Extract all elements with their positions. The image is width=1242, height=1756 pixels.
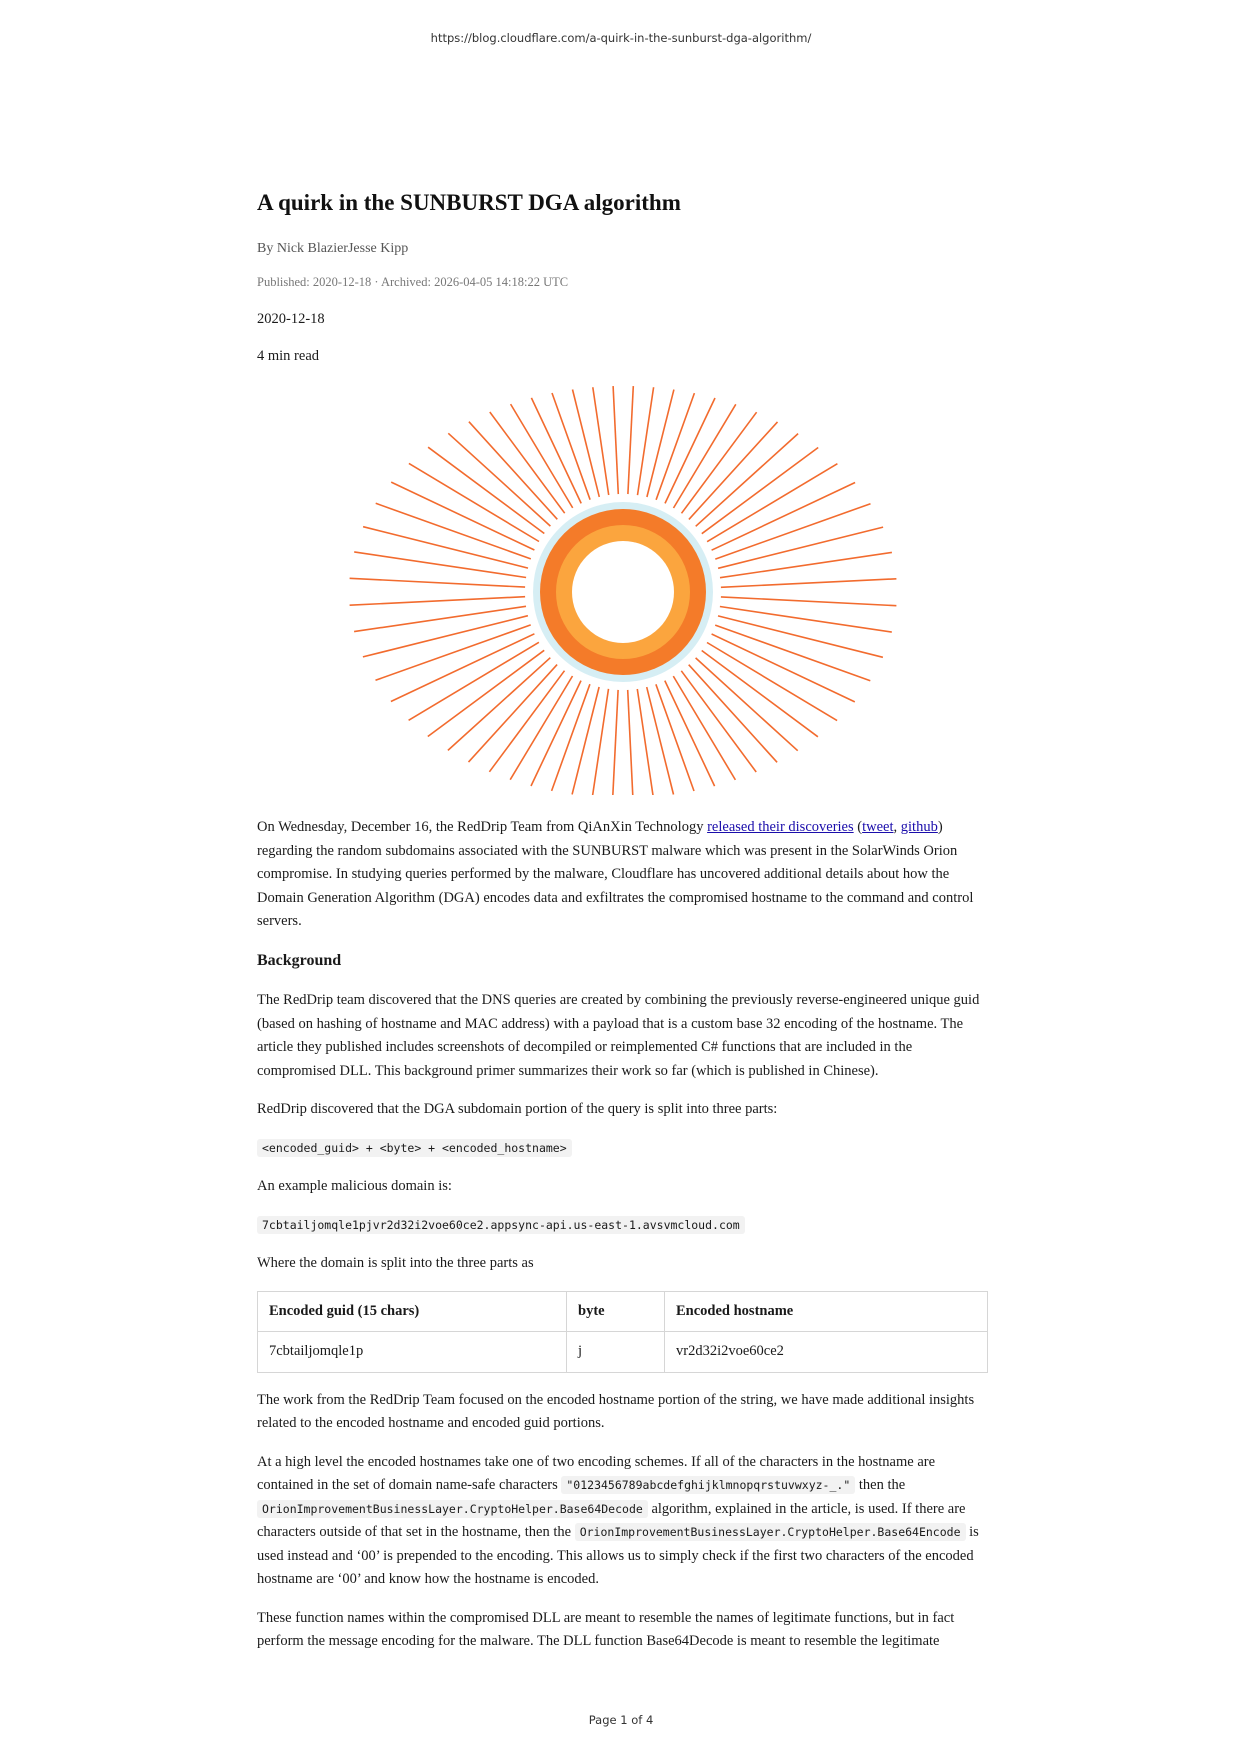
split-intro-paragraph: Where the domain is split into the three parts as <box>257 1255 534 1271</box>
sunburst-ray <box>469 665 558 763</box>
table-cell: vr2d32i2voe60ce2 <box>665 1332 988 1373</box>
sunburst-ray <box>613 690 618 795</box>
sunburst-ray <box>628 386 633 494</box>
sunburst-ray <box>696 658 798 751</box>
sunburst-ray <box>354 606 526 631</box>
sunburst-ray <box>409 642 539 720</box>
background-paragraph: The RedDrip team discovered that the DNS queries are created by combining the previously reverse-engineered unique guid (based on hashing of hostname and MAC address) with a payload that is a custom base 32 encoding of the hostname. The article they published includes screenshots of decompiled or reimplemented C# functions that are included in the compromised DLL. This background primer summarizes their work so far (which is published in Chinese). <box>257 992 980 1079</box>
sunburst-ray <box>696 434 798 527</box>
table-cell: j <box>567 1332 665 1373</box>
sunburst-ray <box>721 579 897 588</box>
table-header-cell: Encoded hostname <box>665 1291 988 1332</box>
github-link[interactable]: github <box>900 819 938 835</box>
sunburst-ray <box>720 607 892 633</box>
sunburst-ray <box>628 690 633 795</box>
sunburst-ray <box>490 412 565 513</box>
base64decode-code: OrionImprovementBusinessLayer.CryptoHelper.Base64Decode <box>257 1500 648 1518</box>
background-heading: Background <box>257 951 342 969</box>
read-time: 4 min read <box>257 348 320 364</box>
article-date: 2020-12-18 <box>257 311 325 327</box>
sunburst-ray <box>354 552 526 578</box>
tweet-link[interactable]: tweet <box>862 819 894 835</box>
sunburst-ray <box>469 422 557 520</box>
table-header-row <box>258 1291 988 1332</box>
table-header-cell: byte <box>567 1291 665 1332</box>
sunburst-ray <box>363 616 528 657</box>
domain-parts-table <box>257 1291 988 1373</box>
sunburst-ray <box>489 671 564 772</box>
example-domain-code: 7cbtailjomqle1pjvr2d32i2voe60ce2.appsync-api.us-east-1.avsvmcloud.com <box>257 1214 988 1238</box>
sunburst-ray <box>682 412 757 513</box>
sunburst-ray <box>428 447 544 533</box>
sunburst-ray <box>409 463 539 541</box>
sunburst-ray <box>613 386 618 494</box>
base64encode-code: OrionImprovementBusinessLayer.CryptoHelper.Base64Encode <box>575 1523 966 1541</box>
encoding-schemes-paragraph: At a high level the encoded hostnames take one of two encoding schemes. If all of the characters in the hostname are contained in the set of domain name-safe characters "0123456789abcdefghijklmnopqrstuvwxyz-_." then the OrionImprovementBusinessLayer.CryptoHelper.Base64Decode algorithm, explained in the article, is used. If there are characters outside of that set in the hostname, then the OrionImprovementBusinessLayer.CryptoHelper.Base64Encode is used instead and ‘00’ is prepended to the encoding. This allows us to simply check if the first two characters of the encoded hostname are ‘00’ and know how the hostname is encoded. <box>257 1453 979 1587</box>
example-intro-paragraph: An example malicious domain is: <box>257 1178 452 1194</box>
publish-meta: Published: 2020-12-18 · Archived: 2026-04-05 14:18:22 UTC <box>257 275 569 289</box>
sunburst-ray <box>718 616 883 657</box>
sunburst-ray <box>448 433 550 526</box>
page-number: Page 1 of 4 <box>588 1713 654 1727</box>
sunburst-ray <box>718 527 883 568</box>
charset-code: "0123456789abcdefghijklmnopqrstuvwxyz-_." <box>561 1476 855 1494</box>
table-row <box>258 1332 988 1373</box>
sunburst-ray <box>350 578 525 587</box>
sunburst-ray <box>707 643 837 721</box>
sunburst-ray <box>448 658 550 751</box>
table-cell: 7cbtailjomqle1p <box>258 1332 567 1373</box>
parts-intro-paragraph: RedDrip discovered that the DGA subdomain portion of the query is split into three parts: <box>257 1101 778 1117</box>
sunburst-ray <box>707 464 837 542</box>
sunburst-ray <box>702 448 818 534</box>
sunburst-ray <box>350 597 525 606</box>
table-header-cell: Encoded guid (15 chars) <box>258 1291 567 1332</box>
function-names-paragraph: These function names within the compromised DLL are meant to resemble the names of legitimate functions, but in fact perform the message encoding for the malware. The DLL function Base64Decode is meant to resemble the legitimate <box>257 1609 955 1649</box>
article-body <box>257 816 988 1669</box>
sunburst-ray <box>689 665 777 763</box>
byline: By Nick BlazierJesse Kipp <box>257 241 409 256</box>
sunburst-ray <box>681 671 756 772</box>
sunburst-hero-image <box>343 383 903 795</box>
sunburst-ray <box>363 527 528 568</box>
insights-paragraph: The work from the RedDrip Team focused on the encoded hostname portion of the string, we have made additional insights related to the encoded hostname and encoded guid portions. <box>257 1391 975 1431</box>
header-url: https://blog.cloudflare.com/a-quirk-in-the-sunburst-dga-algorithm/ <box>430 31 812 45</box>
intro-paragraph: On Wednesday, December 16, the RedDrip Team from QiAnXin Technology released their discoveries (tweet, github) regarding the random subdomains associated with the SUNBURST malware which was present in the SolarWinds Orion compromise. In studying queries performed by the malware, Cloudflare has uncovered additional details about how the Domain Generation Algorithm (DGA) encodes data and exfiltrates the compromised hostname to the command and control servers. <box>257 819 974 929</box>
sunburst-core <box>572 541 674 643</box>
sunburst-ray <box>721 597 897 606</box>
sunburst-ray <box>689 422 778 520</box>
sunburst-ray <box>428 650 544 736</box>
released-discoveries-link[interactable]: released their discoveries <box>707 819 854 835</box>
sunburst-ray <box>720 552 892 577</box>
sunburst-ray <box>702 651 818 737</box>
parts-code: <encoded_guid> + <byte> + <encoded_hostname> <box>257 1137 988 1161</box>
article-title: A quirk in the SUNBURST DGA algorithm <box>257 190 681 215</box>
